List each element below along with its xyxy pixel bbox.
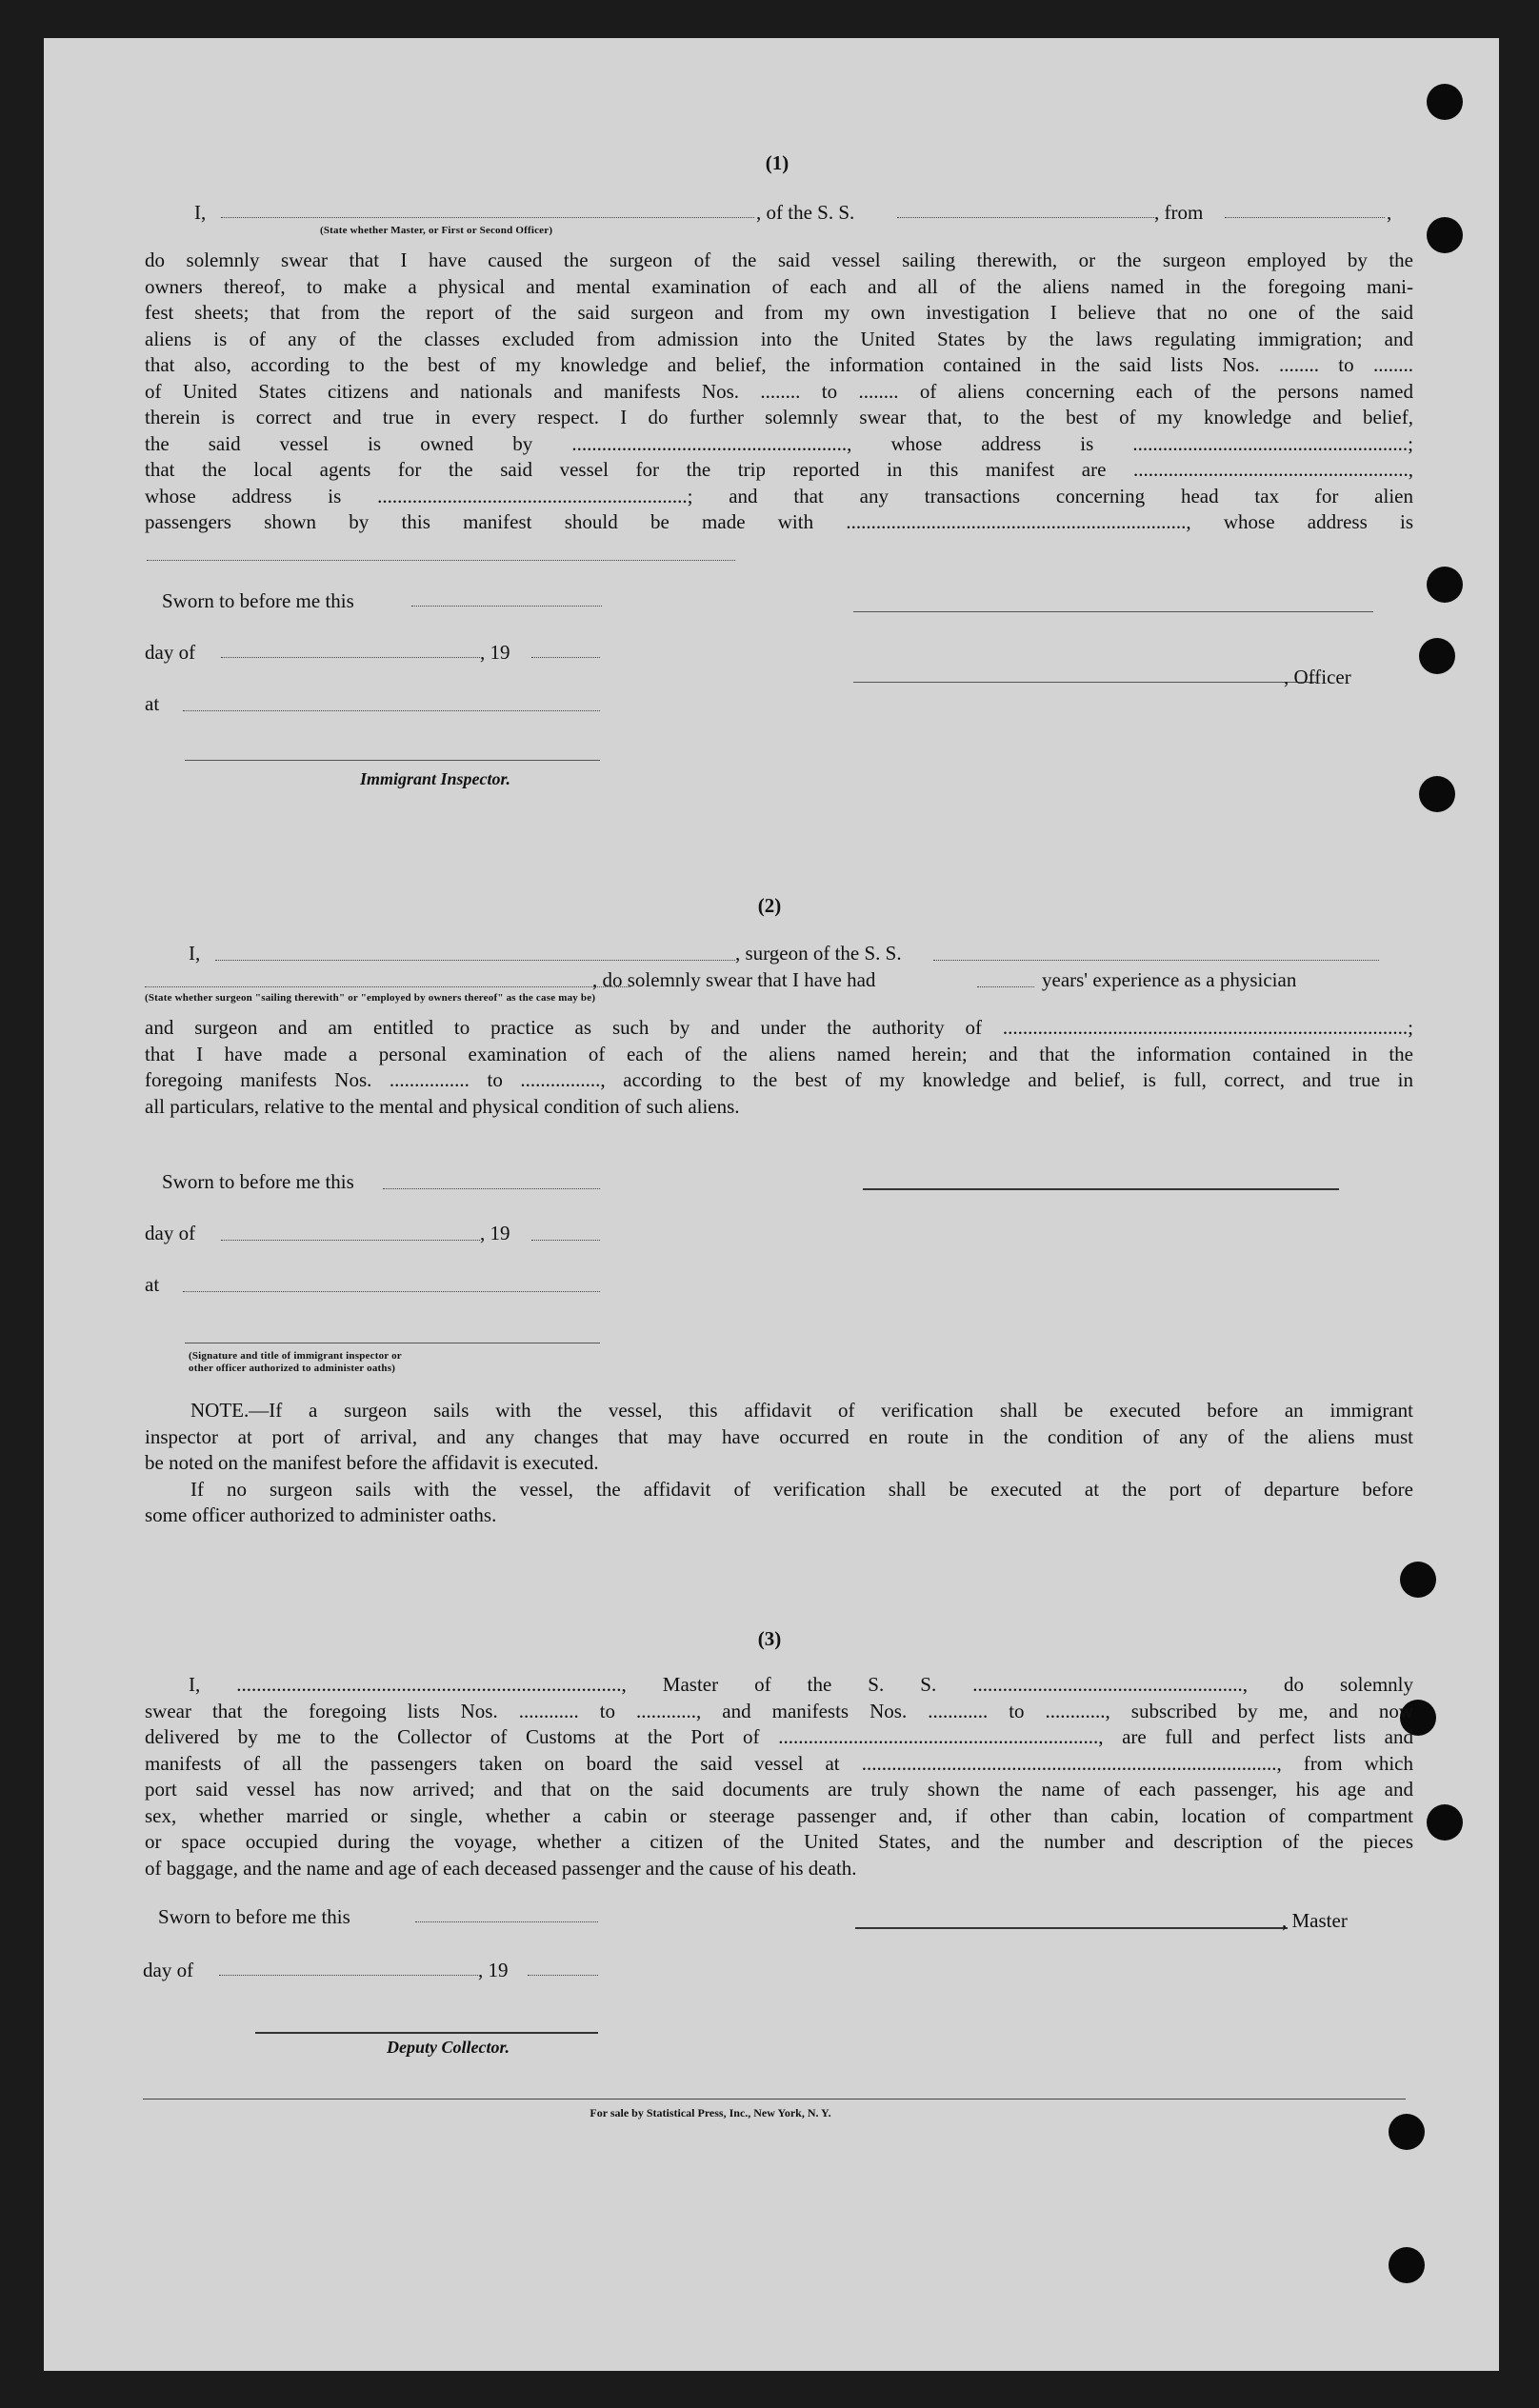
oath-line: do solemnly swear that I have caused the surgeon of the said vessel sailing therewith, or the surgeon employed by the: [145, 249, 1413, 271]
master-name-field[interactable]: [221, 217, 754, 218]
section1-comma: ,: [1387, 201, 1392, 224]
oath-line: therein is correct and true in every respect. I do further solemnly swear that, to the best of my knowledge and belief,: [145, 406, 1413, 428]
sworn-date-field-1[interactable]: [411, 606, 602, 607]
years-experience: years' experience as a physician: [1042, 968, 1297, 991]
oath-line: that also, according to the best of my knowledge and belief, the information contained in the said lists Nos. ........ to ........: [145, 353, 1413, 376]
day-field-3[interactable]: [219, 1975, 478, 1976]
oath-line: fest sheets; that from the report of the said surgeon and from my own investigation I believe that no one of the said: [145, 301, 1413, 324]
oath-line: the said vessel is owned by ......................................................., whose address is .......................................................;: [145, 431, 1413, 455]
surgeon-status-field[interactable]: [145, 986, 630, 987]
ship-name-field[interactable]: [897, 217, 1154, 218]
surgeon-signature-line[interactable]: [863, 1188, 1339, 1190]
collector-signature-line[interactable]: [255, 2032, 598, 2034]
punch-hole: [1419, 638, 1455, 674]
master-signature-line[interactable]: [855, 1927, 1288, 1929]
punch-hole: [1427, 1804, 1463, 1841]
footer-rule: [143, 2099, 1406, 2100]
inspector-label: Immigrant Inspector.: [360, 769, 511, 788]
sworn-date-field-3[interactable]: [415, 1921, 598, 1922]
surgeon-oath-line: foregoing manifests Nos. ................ to ................, according to the best of my knowledge and belief, is full, correct, and true in: [145, 1068, 1413, 1091]
note-line: be noted on the manifest before the affidavit is executed.: [145, 1451, 599, 1474]
at-label-1: at: [145, 692, 160, 715]
master-oath-line: swear that the foregoing lists Nos. ............ to ............, and manifests Nos. ............ to ............, subscribed by me, and now: [145, 1699, 1413, 1722]
oath-line: owners thereof, to make a physical and mental examination of each and all of the aliens named in the foregoing mani-: [145, 274, 1413, 298]
punch-hole: [1427, 217, 1463, 253]
note-line: inspector at port of arrival, and any changes that may have occurred en route in the condition of any of the aliens must: [145, 1424, 1413, 1448]
master-oath-line: delivered by me to the Collector of Customs at the Port of ................................................................, are full and perfect lists and: [145, 1725, 1413, 1748]
solemnly-swear: , do solemnly swear that I have had: [592, 968, 876, 991]
day-of-label-2: day of: [145, 1222, 196, 1244]
officer-signature-line[interactable]: [853, 611, 1373, 612]
master-oath-line: sex, whether married or single, whether a cabin or steerage passenger and, if other than cabin, location of compartment: [145, 1803, 1413, 1827]
officer-label: , Officer: [1284, 666, 1351, 688]
place-field-1[interactable]: [183, 710, 600, 711]
section1-from: , from: [1154, 201, 1204, 224]
year-field-1[interactable]: [531, 657, 600, 658]
master-oath-line: I, ............................................................................., Master of the S. S. ......................................................, do solemnly: [189, 1673, 1413, 1696]
master-oath-line: or space occupied during the voyage, whether a citizen of the United States, and the number and description of the pieces: [145, 1830, 1413, 1853]
inspector-signature-line[interactable]: [185, 760, 600, 761]
sworn-label-3: Sworn to before me this: [158, 1905, 350, 1928]
master-oath-line: port said vessel has now arrived; and that on the said documents are truly shown the name of each passenger, his age and: [145, 1778, 1413, 1801]
punch-hole: [1400, 1562, 1436, 1598]
punch-hole: [1427, 567, 1463, 603]
address-continuation-field[interactable]: [147, 560, 735, 561]
master-label: , Master: [1282, 1909, 1348, 1932]
year-label-3: , 19: [478, 1959, 509, 1981]
punch-hole: [1427, 84, 1463, 120]
master-oath-line: manifests of all the passengers taken on board the said vessel at ..................................................................................., from which: [145, 1751, 1413, 1775]
punch-hole: [1389, 2114, 1425, 2150]
officer-name-line[interactable]: [853, 682, 1316, 683]
master-oath-line: of baggage, and the name and age of each deceased passenger and the cause of his death.: [145, 1856, 857, 1880]
surgeon-oath-line: that I have made a personal examination of each of the aliens named herein; and that the information contained in the: [145, 1042, 1413, 1065]
punch-hole: [1419, 776, 1455, 812]
surgeon-ship-field[interactable]: [933, 960, 1379, 961]
note-line: some officer authorized to administer oaths.: [145, 1503, 497, 1526]
section3-oath-paragraph: [145, 1672, 1413, 1881]
place-field-2[interactable]: [183, 1291, 600, 1292]
surgeon-oath-line: and surgeon and am entitled to practice as such by and under the authority of .................................................................................;: [145, 1016, 1413, 1039]
note-line: NOTE.—If a surgeon sails with the vessel, this affidavit of verification shall be executed before an immigrant: [190, 1399, 1413, 1422]
sig-note-2: other officer authorized to administer oaths): [189, 1363, 396, 1374]
year-field-3[interactable]: [528, 1975, 598, 1976]
year-field-2[interactable]: [531, 1240, 600, 1241]
sworn-label-1: Sworn to before me this: [162, 589, 354, 612]
day-of-label-3: day of: [143, 1959, 194, 1981]
section1-i: I,: [194, 201, 207, 224]
note-paragraph: [145, 1398, 1413, 1529]
note-line: If no surgeon sails with the vessel, the affidavit of verification shall be executed at the port of departure before: [190, 1477, 1413, 1501]
section1-of-ss: , of the S. S.: [756, 201, 855, 224]
day-of-label-1: day of: [145, 641, 196, 664]
section1-note: (State whether Master, or First or Second Officer): [320, 225, 553, 236]
at-label-2: at: [145, 1273, 160, 1296]
section2-i: I,: [189, 942, 201, 965]
section3-number: (3): [757, 1627, 782, 1650]
day-field-1[interactable]: [221, 657, 480, 658]
from-port-field[interactable]: [1225, 217, 1385, 218]
collector-label: Deputy Collector.: [387, 2038, 510, 2057]
oath-line: passengers shown by this manifest should be made with ...................................................................., whose address is: [145, 510, 1413, 533]
oath-line: whose address is ..............................................................; and that any transactions concerning head tax for alien: [145, 484, 1413, 507]
oath-line: that the local agents for the said vessel for the trip reported in this manifest are .......................................................,: [145, 458, 1413, 481]
section1-number: (1): [765, 151, 789, 174]
surgeon-of-ss: , surgeon of the S. S.: [735, 942, 902, 965]
surgeon-oath-line: all particulars, relative to the mental and physical condition of such aliens.: [145, 1094, 740, 1118]
year-label-2: , 19: [480, 1222, 510, 1244]
section2-number: (2): [757, 894, 782, 917]
oath-line: aliens is of any of the classes excluded from admission into the United States by the laws regulating immigration; and: [145, 327, 1413, 350]
section1-oath-paragraph: [145, 248, 1413, 536]
footer-imprint: For sale by Statistical Press, Inc., New York, N. Y.: [590, 2106, 831, 2119]
sworn-label-2: Sworn to before me this: [162, 1170, 354, 1193]
sig-note-1: (Signature and title of immigrant inspector or: [189, 1350, 402, 1362]
years-field[interactable]: [977, 986, 1034, 987]
day-field-2[interactable]: [221, 1240, 480, 1241]
sworn-date-field-2[interactable]: [383, 1188, 600, 1189]
manifest-page: [44, 38, 1499, 2371]
surgeon-name-field[interactable]: [215, 960, 735, 961]
section2-note: (State whether surgeon "sailing therewith" or "employed by owners thereof" as the case may be): [145, 992, 596, 1004]
year-label-1: , 19: [480, 641, 510, 664]
punch-hole: [1389, 2247, 1425, 2283]
oath-line: of United States citizens and nationals and manifests Nos. ........ to ........ of aliens concerning each of the persons named: [145, 379, 1413, 403]
section2-oath-paragraph: [145, 1015, 1413, 1120]
